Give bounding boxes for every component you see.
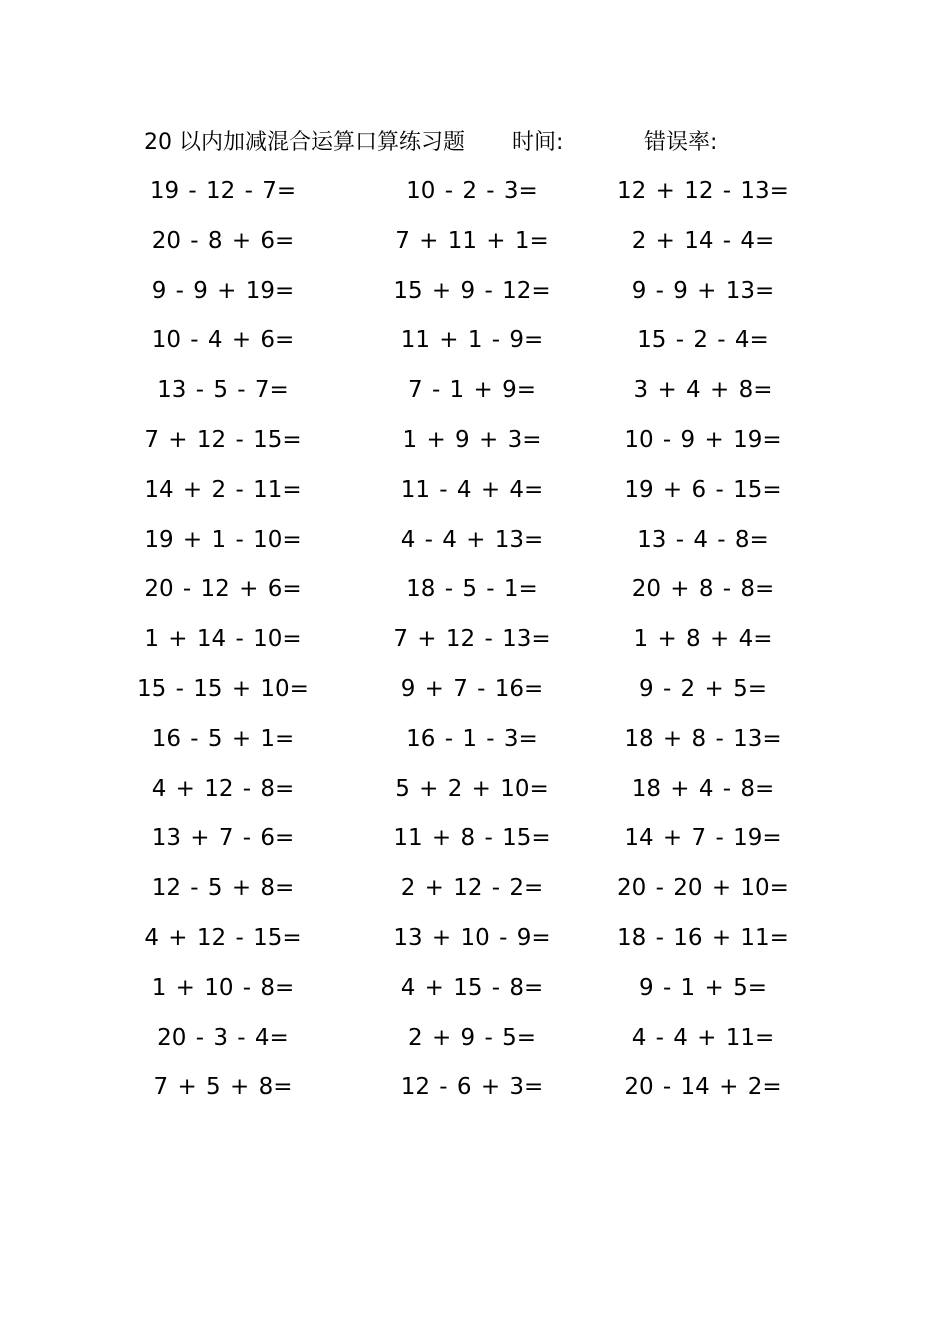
problem-item: 9 - 2 + 5= <box>639 675 767 702</box>
problem-row <box>0 971 950 1021</box>
problem-item: 15 - 2 - 4= <box>637 327 769 354</box>
problem-item: 10 - 4 + 6= <box>151 327 295 354</box>
problem-item: 11 + 1 - 9= <box>400 327 544 354</box>
problem-row <box>0 821 950 871</box>
problem-item: 7 + 5 + 8= <box>153 1074 293 1101</box>
problem-item: 2 + 9 - 5= <box>408 1024 536 1051</box>
problem-item: 2 + 12 - 2= <box>400 875 544 902</box>
problem-item: 7 + 11 + 1= <box>395 227 549 254</box>
problem-row <box>0 1070 950 1120</box>
problem-item: 10 - 9 + 19= <box>624 426 782 453</box>
problem-item: 18 + 4 - 8= <box>631 775 775 802</box>
problem-item: 1 + 14 - 10= <box>144 626 302 653</box>
problem-item: 9 - 1 + 5= <box>639 974 767 1001</box>
problem-item: 4 + 12 - 8= <box>151 775 295 802</box>
problem-item: 18 - 16 + 11= <box>617 924 789 951</box>
problem-item: 20 - 12 + 6= <box>144 576 302 603</box>
problem-item: 7 + 12 - 15= <box>144 426 302 453</box>
problem-row <box>0 871 950 921</box>
problem-row <box>0 921 950 971</box>
problem-row <box>0 1021 950 1071</box>
problem-item: 19 - 12 - 7= <box>149 178 297 204</box>
problem-item: 4 - 4 + 13= <box>400 526 544 553</box>
problem-item: 1 + 10 - 8= <box>151 974 295 1001</box>
problem-item: 11 + 8 - 15= <box>393 825 551 852</box>
problem-item: 9 + 7 - 16= <box>400 675 544 702</box>
problem-row <box>0 473 950 523</box>
problem-item: 19 + 6 - 15= <box>624 476 782 503</box>
problem-item: 13 - 5 - 7= <box>157 377 289 404</box>
problem-row <box>0 622 950 672</box>
problem-item: 20 + 8 - 8= <box>631 576 775 603</box>
problem-item: 14 + 2 - 11= <box>144 476 302 503</box>
problem-item: 15 + 9 - 12= <box>393 277 551 304</box>
problem-item: 16 - 1 - 3= <box>406 725 538 752</box>
problem-item: 20 - 8 + 6= <box>151 227 295 254</box>
problem-row <box>0 672 950 722</box>
problem-item: 7 - 1 + 9= <box>408 377 536 404</box>
problem-item: 13 + 7 - 6= <box>151 825 295 852</box>
problem-item: 19 + 1 - 10= <box>144 526 302 553</box>
problem-item: 12 - 6 + 3= <box>400 1074 544 1101</box>
problem-item: 12 - 5 + 8= <box>151 875 295 902</box>
problem-row <box>0 523 950 573</box>
problem-item: 1 + 9 + 3= <box>402 426 542 453</box>
problem-row <box>0 174 950 224</box>
problem-item: 11 - 4 + 4= <box>400 476 544 503</box>
problem-item: 14 + 7 - 19= <box>624 825 782 852</box>
problem-item: 18 + 8 - 13= <box>624 725 782 752</box>
problem-item: 10 - 2 - 3= <box>406 178 538 204</box>
problem-item: 18 - 5 - 1= <box>406 576 538 603</box>
problem-row <box>0 323 950 373</box>
problem-row <box>0 224 950 274</box>
problem-item: 7 + 12 - 13= <box>393 626 551 653</box>
problem-item: 20 - 14 + 2= <box>624 1074 782 1101</box>
problem-item: 20 - 3 - 4= <box>157 1024 289 1051</box>
problem-item: 13 + 10 - 9= <box>393 924 551 951</box>
problem-item: 5 + 2 + 10= <box>395 775 549 802</box>
problem-row <box>0 572 950 622</box>
problem-row <box>0 274 950 324</box>
problem-item: 16 - 5 + 1= <box>151 725 295 752</box>
time-label: 时间: <box>512 130 564 155</box>
problem-item: 15 - 15 + 10= <box>137 675 309 702</box>
problem-item: 9 - 9 + 19= <box>151 277 295 304</box>
problem-item: 4 + 12 - 15= <box>144 924 302 951</box>
error-rate-label: 错误率: <box>644 130 718 155</box>
problem-row <box>0 423 950 473</box>
problem-grid <box>0 174 950 1120</box>
problem-item: 4 - 4 + 11= <box>631 1024 775 1051</box>
problem-item: 13 - 4 - 8= <box>637 526 769 553</box>
problem-row <box>0 772 950 822</box>
problem-row <box>0 722 950 772</box>
worksheet-title: 20 以内加减混合运算口算练习题 <box>144 130 465 155</box>
problem-row <box>0 373 950 423</box>
problem-item: 20 - 20 + 10= <box>617 875 789 902</box>
problem-item: 1 + 8 + 4= <box>633 626 773 653</box>
problem-item: 9 - 9 + 13= <box>631 277 775 304</box>
problem-item: 3 + 4 + 8= <box>633 377 773 404</box>
problem-item: 2 + 14 - 4= <box>631 227 775 254</box>
problem-item: 4 + 15 - 8= <box>400 974 544 1001</box>
problem-item: 12 + 12 - 13= <box>617 178 789 204</box>
